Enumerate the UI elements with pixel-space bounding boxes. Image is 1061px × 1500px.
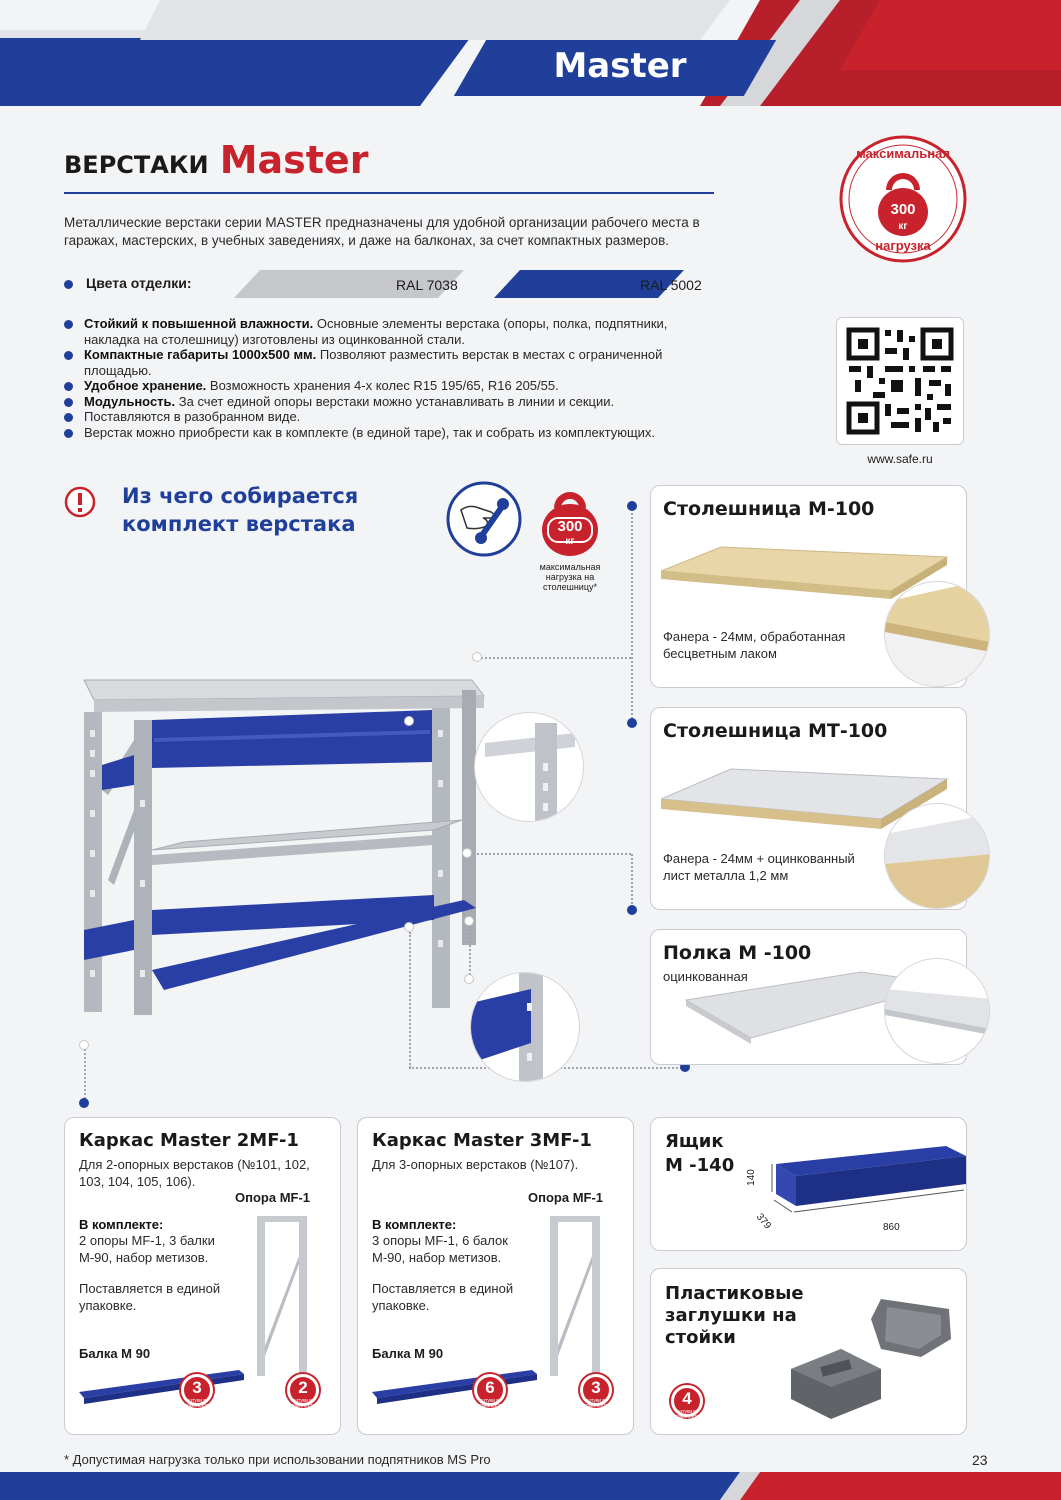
features-list xyxy=(64,316,704,440)
connector-node xyxy=(79,1098,89,1108)
card-desc: Для 3-опорных верстаков (№107). xyxy=(372,1157,579,1172)
badge-value: 300 xyxy=(890,201,916,218)
card-title: Столешница М-100 xyxy=(663,498,875,520)
beam-image xyxy=(372,1366,537,1406)
connector-node xyxy=(472,652,482,662)
connector-node xyxy=(79,1040,89,1050)
brand-name: Master xyxy=(553,46,687,86)
kit-label: В комплекте: xyxy=(372,1217,457,1232)
caps-title-line1: Пластиковые xyxy=(665,1283,804,1304)
kit-label: В комплекте: xyxy=(79,1217,164,1232)
caps-image xyxy=(781,1279,961,1429)
max-load-badge xyxy=(838,134,968,264)
card-desc: оцинкованная xyxy=(663,969,748,984)
support-count-badge: 2 штуки в комплекте xyxy=(287,1374,319,1406)
connector-line xyxy=(409,932,411,1068)
kit-heading xyxy=(122,482,358,538)
caps-title-line2: заглушки на xyxy=(665,1305,797,1326)
kit-heading-line1: Из чего собирается xyxy=(122,484,359,508)
drawer-dim-width: 860 xyxy=(883,1222,900,1233)
workbench-image xyxy=(64,650,494,1040)
card-desc: Фанера - 24мм + оцинкованный лист металла 1,2 мм xyxy=(663,851,855,883)
connector-node xyxy=(464,974,474,984)
connector-line xyxy=(468,853,631,855)
colors-label: Цвета отделки: xyxy=(86,275,192,291)
support-label: Опора MF-1 xyxy=(528,1190,604,1205)
kit-text: 3 опоры MF-1, 6 балок М-90, набор метизов. xyxy=(372,1233,508,1265)
badge-top-text: максимальная xyxy=(856,146,950,161)
pack-text: Поставляется в единой упаковке. xyxy=(79,1281,221,1313)
title-rule xyxy=(64,192,714,194)
connector-node xyxy=(404,716,414,726)
feature-item: Модульность. За счет единой опоры верстаки можно устанавливать в линии и секции. xyxy=(64,394,704,410)
detail-beam-image xyxy=(470,972,580,1082)
card-title xyxy=(665,1130,734,1178)
connector-line xyxy=(631,505,633,723)
qr-code[interactable] xyxy=(836,317,964,445)
card-desc: Для 2-опорных верстаков (№101, 102, 103, 104, 105, 106). xyxy=(79,1157,310,1189)
kit-weight-value: 300 xyxy=(557,518,583,535)
card-title: Каркас Master 3MF-1 xyxy=(372,1130,592,1151)
card-tabletop-m100[interactable] xyxy=(650,485,967,688)
connector-line xyxy=(478,657,631,659)
support-frame-image xyxy=(548,1216,602,1376)
drawer-dim-height: 140 xyxy=(745,1169,757,1186)
detail-upright-image xyxy=(474,712,584,822)
beam-count-badge: 6 штуки в комплекте xyxy=(474,1374,506,1406)
drawer-title-line1: Ящик xyxy=(665,1131,724,1152)
card-title: Полка М -100 xyxy=(663,942,812,964)
card-title: Каркас Master 2MF-1 xyxy=(79,1130,299,1151)
bullet-icon xyxy=(64,280,73,289)
kit-weight-unit: кг xyxy=(565,536,575,547)
plywood-detail-image xyxy=(884,581,990,687)
beam-label: Балка М 90 xyxy=(79,1346,151,1361)
card-plastic-caps[interactable] xyxy=(650,1268,967,1435)
support-count-badge: 3 штуки в комплекте xyxy=(580,1374,612,1406)
qr-icon xyxy=(837,318,963,444)
footer-stripes xyxy=(0,1472,1061,1500)
feature-item: Верстак можно приобрести как в комплекте (в единой таре), так и собрать из комплектующих. xyxy=(64,425,704,441)
drawer-dim-depth: 379 xyxy=(753,1211,773,1232)
connector-node xyxy=(462,848,472,858)
kit-weight-caption: максимальная нагрузка на столешницу* xyxy=(539,562,601,592)
beam-label: Балка М 90 xyxy=(372,1346,444,1361)
intro-text: Металлические верстаки серии MASTER предназначены для удобной организации рабочего места в гаражах, мастерских, в учебных заведениях, и даже на балконах, за счет компактных размеров. xyxy=(64,215,700,248)
connector-node xyxy=(464,916,474,926)
kit-heading-line2: комплект верстака xyxy=(122,512,356,536)
drawer-image xyxy=(766,1134,966,1234)
connector-line xyxy=(84,1046,86,1102)
support-frame-image xyxy=(255,1216,309,1376)
connector-node xyxy=(627,905,637,915)
wrench-hand-icon xyxy=(445,480,523,558)
feature-item: Поставляются в разобранном виде. xyxy=(64,409,704,425)
badge-bottom-text: нагрузка xyxy=(875,238,931,253)
connector-line xyxy=(631,854,633,908)
shelf-detail-image xyxy=(884,958,990,1064)
feature-item: Удобное хранение. Возможность хранения 4-х колес R15 195/65, R16 205/55. xyxy=(64,378,704,394)
badge-unit: кг xyxy=(898,221,908,232)
kettlebell-icon xyxy=(538,484,602,556)
card-frame-2mf1[interactable] xyxy=(64,1117,341,1435)
colors-row xyxy=(64,270,724,298)
card-frame-3mf1[interactable] xyxy=(357,1117,634,1435)
page-number: 23 xyxy=(972,1452,988,1468)
card-shelf-m100[interactable] xyxy=(650,929,967,1065)
card-title: Столешница МТ-100 xyxy=(663,720,888,742)
title-part1: ВЕРСТАКИ xyxy=(64,151,209,179)
beam-image xyxy=(79,1366,244,1406)
connector-node xyxy=(404,922,414,932)
connector-node xyxy=(627,718,637,728)
color-name-2: RAL 5002 xyxy=(640,277,702,293)
card-drawer-m140[interactable] xyxy=(650,1117,967,1251)
qr-url[interactable]: www.safe.ru xyxy=(867,452,933,466)
footnote: * Допустимая нагрузка только при использовании подпятников MS Pro xyxy=(64,1452,491,1467)
warning-icon xyxy=(64,486,96,518)
feature-item: Стойкий к повышенной влажности. Основные элементы верстака (опоры, полка, подпятники, накладка на столешницу) изготовлены из оцинкованной стали. xyxy=(64,316,704,347)
card-desc: Фанера - 24мм, обработанная бесцветным лаком xyxy=(663,629,846,661)
kit-text: 2 опоры MF-1, 3 балки М-90, набор метизов. xyxy=(79,1233,215,1265)
page-title xyxy=(64,138,368,182)
drawer-title-line2: М -140 xyxy=(665,1155,735,1176)
metal-tabletop-detail-image xyxy=(884,803,990,909)
feature-item: Компактные габариты 1000х500 мм. Позволяют разместить верстак в местах с ограниченной площадью. xyxy=(64,347,704,378)
title-part2: Master xyxy=(219,138,369,182)
connector-node xyxy=(627,501,637,511)
caps-count-badge: 4 штуки в комплекте xyxy=(671,1385,703,1417)
card-tabletop-mt100[interactable] xyxy=(650,707,967,910)
support-label: Опора MF-1 xyxy=(235,1190,311,1205)
pack-text: Поставляется в единой упаковке. xyxy=(372,1281,514,1313)
beam-count-badge: 3 штуки в комплекте xyxy=(181,1374,213,1406)
color-name-1: RAL 7038 xyxy=(396,277,458,293)
caps-title-line3: стойки xyxy=(665,1327,736,1348)
